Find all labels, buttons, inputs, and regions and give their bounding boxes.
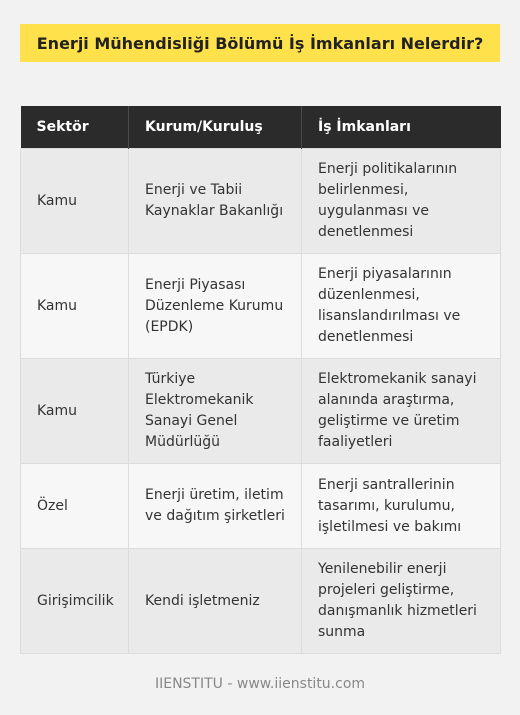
cell-institution: Türkiye Elektromekanik Sanayi Genel Müdürlüğü xyxy=(129,359,302,464)
cell-institution: Enerji Piyasası Düzenleme Kurumu (EPDK) xyxy=(129,254,302,359)
header-sector: Sektör xyxy=(21,106,129,149)
cell-sector: Kamu xyxy=(21,359,129,464)
table-header-row xyxy=(21,106,501,149)
cell-sector: Özel xyxy=(21,464,129,549)
table-row xyxy=(21,549,501,654)
job-opportunities-table xyxy=(20,106,501,654)
cell-institution: Enerji üretim, iletim ve dağıtım şirketleri xyxy=(129,464,302,549)
table-row xyxy=(21,254,501,359)
table-row xyxy=(21,149,501,254)
cell-sector: Girişimcilik xyxy=(21,549,129,654)
footer-credit: IIENSTITU - www.iienstitu.com xyxy=(154,676,366,692)
cell-opportunities: Enerji politikalarının belirlenmesi, uygulanması ve denetlenmesi xyxy=(302,149,501,254)
cell-institution: Enerji ve Tabii Kaynaklar Bakanlığı xyxy=(129,149,302,254)
cell-opportunities: Enerji piyasalarının düzenlenmesi, lisanslandırılması ve denetlenmesi xyxy=(302,254,501,359)
cell-opportunities: Enerji santrallerinin tasarımı, kurulumu, işletilmesi ve bakımı xyxy=(302,464,501,549)
header-opportunities: İş İmkanları xyxy=(302,106,501,149)
page-title: Enerji Mühendisliği Bölümü İş İmkanları Nelerdir? xyxy=(20,24,500,62)
cell-sector: Kamu xyxy=(21,254,129,359)
table-row xyxy=(21,464,501,549)
table-row xyxy=(21,359,501,464)
header-institution: Kurum/Kuruluş xyxy=(129,106,302,149)
cell-institution: Kendi işletmeniz xyxy=(129,549,302,654)
cell-opportunities: Elektromekanik sanayi alanında araştırma, geliştirme ve üretim faaliyetleri xyxy=(302,359,501,464)
cell-sector: Kamu xyxy=(21,149,129,254)
cell-opportunities: Yenilenebilir enerji projeleri geliştirme, danışmanlık hizmetleri sunma xyxy=(302,549,501,654)
